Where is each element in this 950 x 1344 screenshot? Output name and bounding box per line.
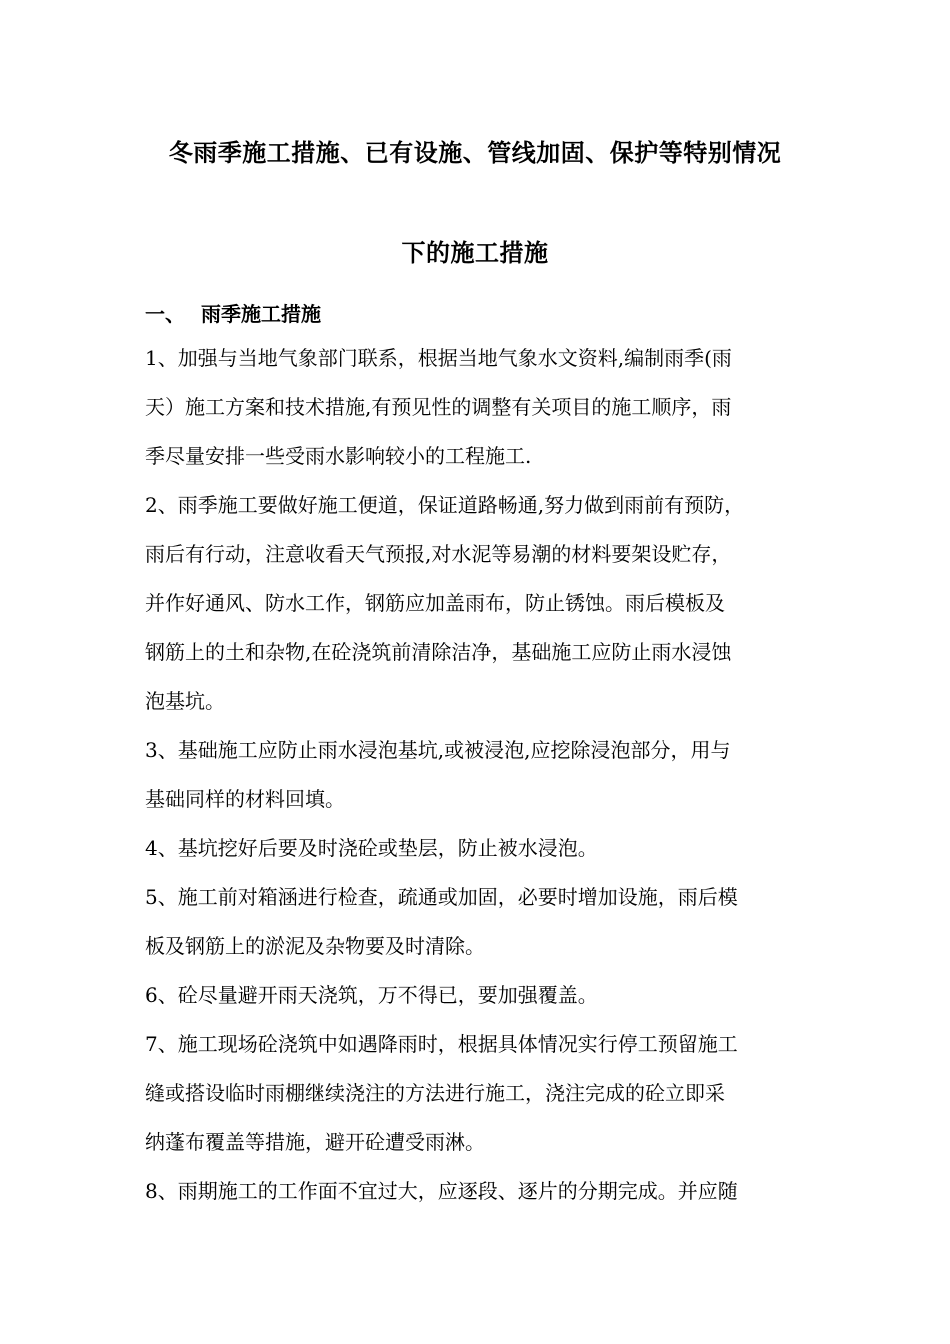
body-line: 基础同样的材料回填。: [145, 787, 345, 811]
body-line: 8、雨期施工的工作面不宜过大，应逐段、逐片的分期完成。并应随: [145, 1179, 738, 1203]
body-line: 3、基础施工应防止雨水浸泡基坑,或被浸泡,应挖除浸泡部分，用与: [145, 738, 731, 762]
body-line: 季尽量安排一些受雨水影响较小的工程施工.: [145, 444, 532, 468]
body-line: 纳蓬布覆盖等措施，避开砼遭受雨淋。: [145, 1130, 485, 1154]
body-line: 7、施工现场砼浇筑中如遇降雨时，根据具体情况实行停工预留施工: [145, 1032, 738, 1056]
body-line: 板及钢筋上的淤泥及杂物要及时清除。: [145, 934, 485, 958]
body-line: 6、砼尽量避开雨天浇筑，万不得已，要加强覆盖。: [145, 983, 598, 1007]
section-title: 雨季施工措施: [201, 302, 321, 326]
body-line: 并作好通风、防水工作，钢筋应加盖雨布，防止锈蚀。雨后模板及: [145, 591, 725, 615]
body-line: 4、基坑挖好后要及时浇砼或垫层，防止被水浸泡。: [145, 836, 598, 860]
section-heading: [145, 298, 321, 327]
body-line: 雨后有行动，注意收看天气预报,对水泥等易潮的材料要架设贮存，: [145, 542, 732, 566]
body-line: 缝或搭设临时雨棚继续浇注的方法进行施工，浇注完成的砼立即采: [145, 1081, 725, 1105]
body-line: 天）施工方案和技术措施,有预见性的调整有关项目的施工顺序，雨: [145, 395, 732, 419]
body-line: 2、雨季施工要做好施工便道，保证道路畅通,努力做到雨前有预防，: [145, 493, 745, 517]
body-line: 钢筋上的土和杂物,在砼浇筑前清除洁净，基础施工应防止雨水浸蚀: [145, 640, 732, 664]
document-title-line-2: 下的施工措施: [401, 238, 549, 267]
document-title-line-1: 冬雨季施工措施、已有设施、管线加固、保护等特别情况: [168, 138, 782, 167]
body-line: 1、加强与当地气象部门联系，根据当地气象水文资料,编制雨季(雨: [145, 346, 732, 370]
body-line: 泡基坑。: [145, 689, 225, 713]
section-number: 一、: [145, 302, 185, 326]
body-line: 5、施工前对箱涵进行检查，疏通或加固，必要时增加设施，雨后模: [145, 885, 738, 909]
